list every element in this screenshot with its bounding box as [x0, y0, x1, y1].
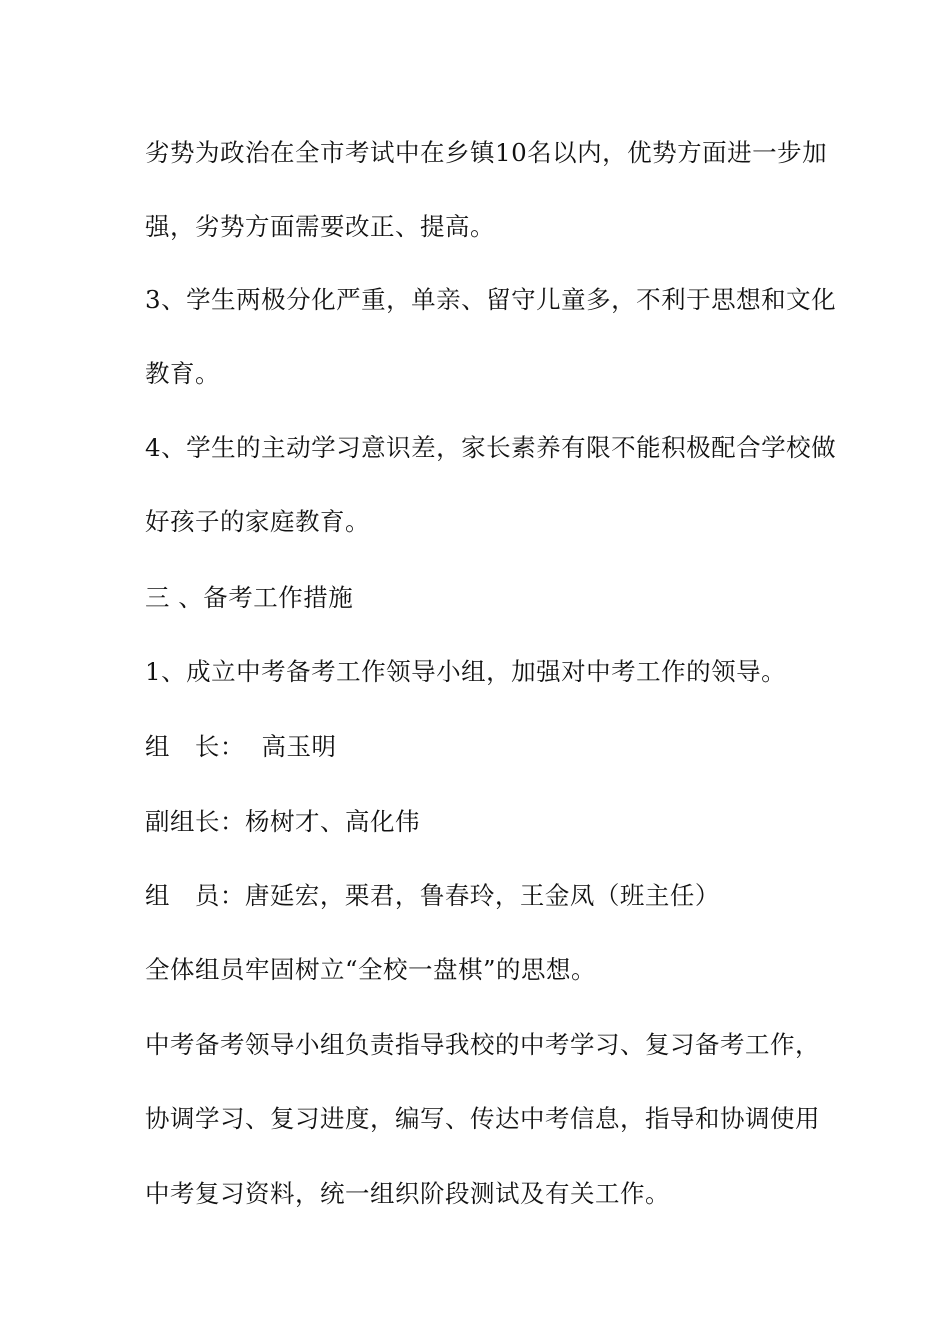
paragraph-line: 组 长： 高玉明: [145, 732, 337, 761]
paragraph-line: 全体组员牢固树立“全校一盘棋”的思想。: [145, 955, 597, 984]
section-heading: 三 、备考工作措施: [145, 583, 354, 612]
paragraph-line: 中考备考领导小组负责指导我校的中考学习、复习备考工作，: [145, 1030, 820, 1059]
paragraph-line: 副组长：杨树才、高化伟: [145, 807, 420, 836]
paragraph-line: 教育。: [145, 359, 220, 388]
paragraph-line: 3、学生两极分化严重，单亲、留守儿童多，不利于思想和文化: [145, 285, 837, 314]
paragraph-line: 1、成立中考备考工作领导小组，加强对中考工作的领导。: [145, 657, 787, 686]
paragraph-line: 劣势为政治在全市考试中在乡镇10名以内，优势方面进一步加: [145, 138, 828, 167]
paragraph-line: 4、学生的主动学习意识差，家长素养有限不能积极配合学校做: [145, 433, 837, 462]
paragraph-line: 中考复习资料，统一组织阶段测试及有关工作。: [145, 1179, 670, 1208]
paragraph-line: 好孩子的家庭教育。: [145, 507, 370, 536]
paragraph-line: 强，劣势方面需要改正、提高。: [145, 212, 495, 241]
paragraph-line: 组 员：唐延宏，栗君，鲁春玲，王金凤（班主任）: [145, 881, 720, 910]
paragraph-line: 协调学习、复习进度，编写、传达中考信息，指导和协调使用: [145, 1104, 820, 1133]
